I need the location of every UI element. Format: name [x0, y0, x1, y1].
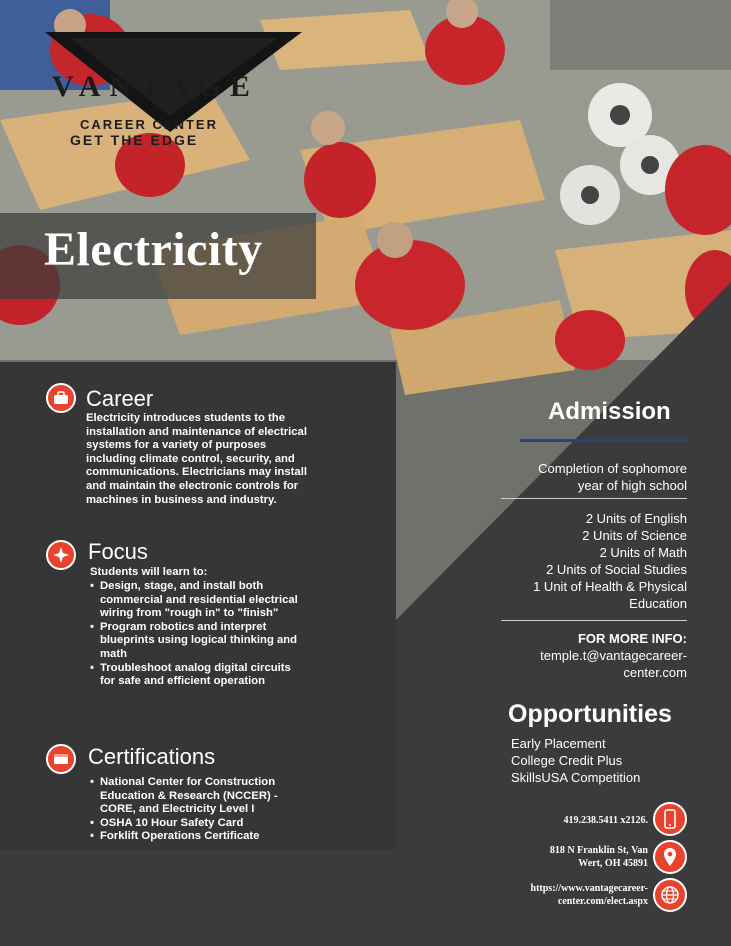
career-body: Electricity introduces students to the installation and maintenance of electrical systems for a variety of purposes including climate control, security, and communications. Electricians may install and maintain the electronic controls for machines in business and industry.: [86, 412, 307, 506]
phone-icon: [653, 802, 687, 836]
logo-subtitle: CAREER CENTER: [80, 117, 218, 132]
certifications-heading: Certifications: [88, 744, 216, 769]
globe-icon: [653, 878, 687, 912]
logo-tagline: GET THE EDGE: [70, 132, 199, 148]
opportunities-heading: Opportunities: [508, 700, 672, 728]
vantage-logo: [40, 24, 310, 154]
focus-intro: Students will learn to:: [90, 566, 208, 578]
logo-brand: VANTAGE: [52, 70, 259, 103]
list-item: • National Center for Construction Education & Research (NCCER) - CORE, and Electricity Level I: [90, 776, 302, 817]
admission-units: 2 Units of English 2 Units of Science 2 Units of Math 2 Units of Social Studies 1 Unit of Health & Physical Education: [533, 511, 687, 611]
email-link[interactable]: temple.t@vantagecareer-: [540, 648, 687, 663]
list-item: • Troubleshoot analog digital circuits for safe and efficient operation: [90, 662, 300, 689]
divider: [501, 620, 687, 621]
list-item: Early Placement: [511, 736, 606, 751]
email-link[interactable]: center.com: [623, 665, 687, 680]
briefcase-icon: [46, 383, 76, 413]
website-link[interactable]: https://www.vantagecareer- center.com/elect.aspx: [530, 883, 648, 907]
list-item: • OSHA 10 Hour Safety Card: [90, 817, 302, 831]
focus-list: [90, 580, 300, 689]
left-footer-block: [0, 850, 396, 946]
career-heading: Career: [86, 386, 154, 411]
phone-number[interactable]: 419.238.5411 x2126.: [563, 815, 648, 826]
list-item: • Design, stage, and install both commercial and residential electrical wiring from "rough in" to "finish": [90, 580, 300, 621]
certifications-list: [90, 776, 302, 844]
admission-underline: [520, 439, 688, 442]
list-item: • Forklift Operations Certificate: [90, 830, 302, 844]
list-item: SkillsUSA Competition: [511, 770, 641, 785]
map-pin-icon: [653, 840, 687, 874]
certificate-icon: [46, 744, 76, 774]
list-item: College Credit Plus: [511, 753, 623, 768]
address: 818 N Franklin St, Van Wert, OH 45891: [549, 845, 648, 869]
opportunities-list: [511, 735, 640, 786]
page-title: Electricity: [44, 223, 263, 276]
compass-star-icon: [46, 540, 76, 570]
divider: [501, 498, 687, 499]
admission-heading: Admission: [548, 398, 671, 425]
focus-heading: Focus: [88, 539, 148, 564]
list-item: • Program robotics and interpret blueprints using logical thinking and math: [90, 621, 300, 662]
admission-requirement: Completion of sophomore year of high school: [538, 461, 687, 493]
more-info: FOR MORE INFO: temple.t@vantagecareer- center.com: [540, 631, 687, 680]
